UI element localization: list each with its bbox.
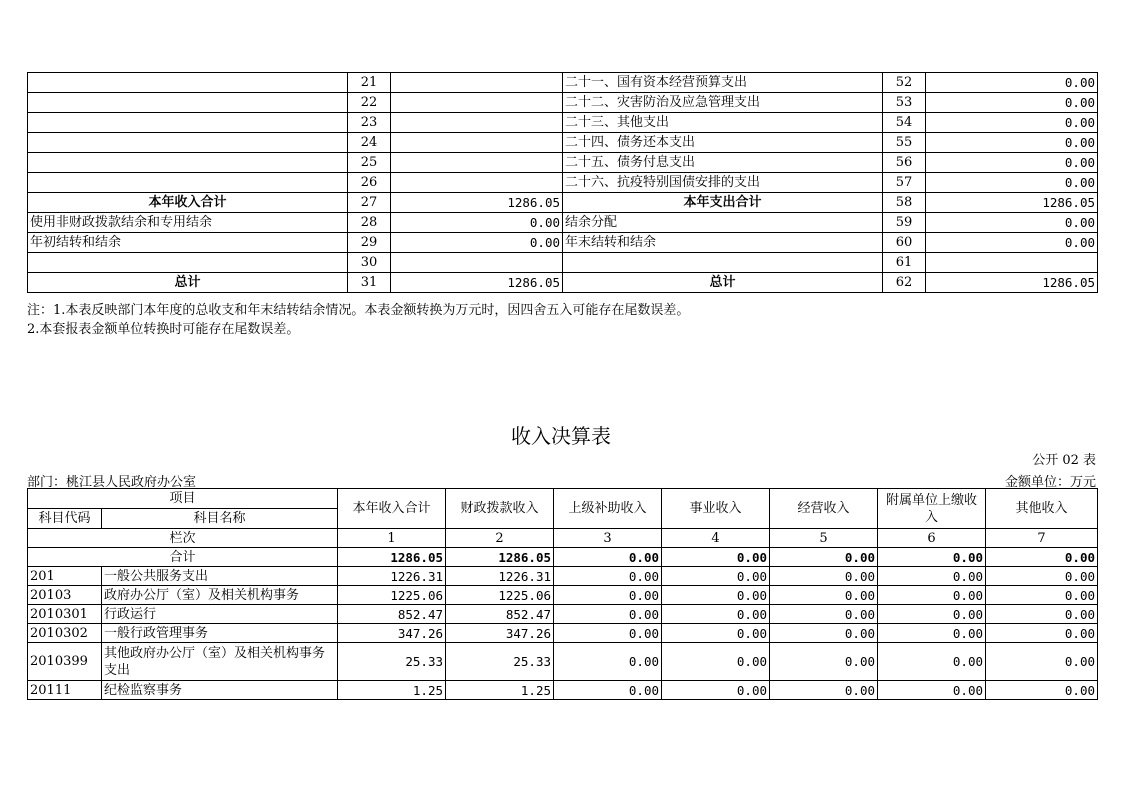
line-number: 56 bbox=[883, 153, 926, 173]
amount-cell: 1226.31 bbox=[446, 567, 554, 586]
line-number: 59 bbox=[883, 213, 926, 233]
amount-cell: 0.00 bbox=[986, 605, 1098, 624]
header-item: 项目 bbox=[28, 489, 338, 509]
table-row bbox=[28, 213, 1098, 233]
subject-name: 纪检监察事务 bbox=[102, 681, 338, 700]
column-number: 6 bbox=[878, 529, 986, 548]
expense-item-label: 年末结转和结余 bbox=[563, 233, 883, 253]
line-number: 30 bbox=[348, 253, 391, 273]
line-number: 21 bbox=[348, 73, 391, 93]
note-line-2: 2.本套报表金额单位转换时可能存在尾数误差。 bbox=[27, 322, 300, 337]
amount-cell: 347.26 bbox=[446, 624, 554, 643]
amount-cell: 347.26 bbox=[338, 624, 446, 643]
amount-cell: 0.00 bbox=[554, 567, 662, 586]
income-amount bbox=[391, 153, 563, 173]
line-number: 60 bbox=[883, 233, 926, 253]
income-amount bbox=[391, 253, 563, 273]
total-value: 0.00 bbox=[770, 548, 878, 567]
line-number: 62 bbox=[883, 273, 926, 293]
line-number: 23 bbox=[348, 113, 391, 133]
line-number: 52 bbox=[883, 73, 926, 93]
amount-cell: 0.00 bbox=[662, 586, 770, 605]
subject-code: 2010399 bbox=[28, 643, 102, 681]
grand-total-amount: 1286.05 bbox=[926, 273, 1098, 293]
line-number: 28 bbox=[348, 213, 391, 233]
header-subject-code: 科目代码 bbox=[28, 509, 102, 529]
income-amount bbox=[391, 113, 563, 133]
income-item-label: 使用非财政拨款结余和专用结余 bbox=[28, 213, 348, 233]
income-item-cell bbox=[28, 253, 348, 273]
line-number: 58 bbox=[883, 193, 926, 213]
income-final-accounts-table bbox=[27, 488, 1098, 700]
table-row bbox=[28, 153, 1098, 173]
header-fiscal-allocation: 财政拨款收入 bbox=[446, 489, 554, 529]
amount-cell: 0.00 bbox=[878, 605, 986, 624]
amount-cell: 0.00 bbox=[662, 681, 770, 700]
amount-cell: 1225.06 bbox=[338, 586, 446, 605]
amount-cell: 0.00 bbox=[770, 605, 878, 624]
line-number: 54 bbox=[883, 113, 926, 133]
amount-cell: 0.00 bbox=[878, 567, 986, 586]
column-number: 2 bbox=[446, 529, 554, 548]
table-row bbox=[28, 93, 1098, 113]
table-row bbox=[28, 567, 1098, 586]
grand-total-row bbox=[28, 273, 1098, 293]
table-row bbox=[28, 624, 1098, 643]
total-value: 0.00 bbox=[986, 548, 1098, 567]
expense-item-label: 结余分配 bbox=[563, 213, 883, 233]
amount-cell: 0.00 bbox=[662, 567, 770, 586]
expense-amount bbox=[926, 253, 1098, 273]
header-affiliated-income: 附属单位上缴收入 bbox=[878, 489, 986, 529]
amount-cell: 1.25 bbox=[446, 681, 554, 700]
header-superior-subsidy: 上级补助收入 bbox=[554, 489, 662, 529]
header-total-income: 本年收入合计 bbox=[338, 489, 446, 529]
amount-cell: 852.47 bbox=[338, 605, 446, 624]
table-row bbox=[28, 605, 1098, 624]
income-item-cell bbox=[28, 93, 348, 113]
header-business-income: 事业收入 bbox=[662, 489, 770, 529]
page-title: 收入决算表 bbox=[511, 424, 611, 448]
column-number: 3 bbox=[554, 529, 662, 548]
total-row bbox=[28, 548, 1098, 567]
table-row bbox=[28, 233, 1098, 253]
line-number: 55 bbox=[883, 133, 926, 153]
table-row bbox=[28, 113, 1098, 133]
table-code: 公开 02 表 bbox=[1032, 453, 1096, 468]
total-income-amount: 1286.05 bbox=[391, 193, 563, 213]
amount-cell: 0.00 bbox=[554, 586, 662, 605]
total-value: 1286.05 bbox=[446, 548, 554, 567]
total-expense-amount: 1286.05 bbox=[926, 193, 1098, 213]
amount-cell: 0.00 bbox=[554, 624, 662, 643]
header-operating-income: 经营收入 bbox=[770, 489, 878, 529]
expense-amount: 0.00 bbox=[926, 173, 1098, 193]
column-number: 1 bbox=[338, 529, 446, 548]
expense-item-label: 二十三、其他支出 bbox=[563, 113, 883, 133]
income-item-cell bbox=[28, 73, 348, 93]
grand-total-amount: 1286.05 bbox=[391, 273, 563, 293]
amount-cell: 25.33 bbox=[338, 643, 446, 681]
total-label: 合计 bbox=[28, 548, 338, 567]
grand-total-label: 总计 bbox=[28, 273, 348, 293]
line-number: 22 bbox=[348, 93, 391, 113]
amount-cell: 0.00 bbox=[554, 605, 662, 624]
income-amount bbox=[391, 93, 563, 113]
income-item-cell bbox=[28, 133, 348, 153]
total-value: 0.00 bbox=[878, 548, 986, 567]
subject-code: 20103 bbox=[28, 586, 102, 605]
line-number: 61 bbox=[883, 253, 926, 273]
amount-cell: 0.00 bbox=[770, 567, 878, 586]
header-column-index: 栏次 bbox=[28, 529, 338, 548]
amount-cell: 0.00 bbox=[878, 624, 986, 643]
table-row bbox=[28, 643, 1098, 681]
expense-item-label: 二十二、灾害防治及应急管理支出 bbox=[563, 93, 883, 113]
column-number: 4 bbox=[662, 529, 770, 548]
amount-cell: 0.00 bbox=[662, 624, 770, 643]
amount-cell: 0.00 bbox=[986, 681, 1098, 700]
column-number: 5 bbox=[770, 529, 878, 548]
expense-amount: 0.00 bbox=[926, 113, 1098, 133]
total-value: 0.00 bbox=[554, 548, 662, 567]
line-number: 25 bbox=[348, 153, 391, 173]
table-row bbox=[28, 133, 1098, 153]
table-row bbox=[28, 586, 1098, 605]
line-number: 57 bbox=[883, 173, 926, 193]
amount-cell: 0.00 bbox=[986, 567, 1098, 586]
amount-cell: 0.00 bbox=[662, 605, 770, 624]
table-row bbox=[28, 253, 1098, 273]
expense-amount: 0.00 bbox=[926, 153, 1098, 173]
line-number: 31 bbox=[348, 273, 391, 293]
line-number: 29 bbox=[348, 233, 391, 253]
line-number: 24 bbox=[348, 133, 391, 153]
expense-amount: 0.00 bbox=[926, 133, 1098, 153]
expense-item-label: 二十五、债务付息支出 bbox=[563, 153, 883, 173]
expense-item-label: 二十四、债务还本支出 bbox=[563, 133, 883, 153]
amount-cell: 1225.06 bbox=[446, 586, 554, 605]
line-number: 26 bbox=[348, 173, 391, 193]
expense-amount: 0.00 bbox=[926, 213, 1098, 233]
expense-amount: 0.00 bbox=[926, 93, 1098, 113]
income-amount: 0.00 bbox=[391, 233, 563, 253]
amount-cell: 0.00 bbox=[770, 643, 878, 681]
income-item-cell bbox=[28, 113, 348, 133]
income-amount bbox=[391, 173, 563, 193]
expense-item-label: 二十六、抗疫特别国债安排的支出 bbox=[563, 173, 883, 193]
header-other-income: 其他收入 bbox=[986, 489, 1098, 529]
amount-cell: 1226.31 bbox=[338, 567, 446, 586]
grand-total-label: 总计 bbox=[563, 273, 883, 293]
table-row bbox=[28, 681, 1098, 700]
amount-cell: 0.00 bbox=[770, 624, 878, 643]
subject-code: 2010302 bbox=[28, 624, 102, 643]
amount-cell: 0.00 bbox=[770, 681, 878, 700]
total-expense-label: 本年支出合计 bbox=[563, 193, 883, 213]
subject-code: 20111 bbox=[28, 681, 102, 700]
line-number: 53 bbox=[883, 93, 926, 113]
total-value: 0.00 bbox=[662, 548, 770, 567]
subject-name: 政府办公厅（室）及相关机构事务 bbox=[102, 586, 338, 605]
header-subject-name: 科目名称 bbox=[102, 509, 338, 529]
subject-code: 201 bbox=[28, 567, 102, 586]
income-expense-summary-table bbox=[27, 72, 1098, 293]
amount-cell: 0.00 bbox=[878, 681, 986, 700]
subject-name: 行政运行 bbox=[102, 605, 338, 624]
amount-cell: 0.00 bbox=[554, 643, 662, 681]
amount-cell: 0.00 bbox=[662, 643, 770, 681]
amount-cell: 0.00 bbox=[554, 681, 662, 700]
expense-item-label: 二十一、国有资本经营预算支出 bbox=[563, 73, 883, 93]
column-number: 7 bbox=[986, 529, 1098, 548]
table-row bbox=[28, 193, 1098, 213]
amount-cell: 0.00 bbox=[770, 586, 878, 605]
income-item-label: 年初结转和结余 bbox=[28, 233, 348, 253]
note-line-1: 注：1.本表反映部门本年度的总收支和年末结转结余情况。本表金额转换为万元时，因四舍五入可能存在尾数误差。 bbox=[27, 303, 690, 318]
subject-name: 其他政府办公厅（室）及相关机构事务支出 bbox=[102, 643, 338, 681]
table-row bbox=[28, 73, 1098, 93]
total-income-label: 本年收入合计 bbox=[28, 193, 348, 213]
amount-unit-label: 金额单位：万元 bbox=[1004, 475, 1096, 490]
line-number: 27 bbox=[348, 193, 391, 213]
income-amount: 0.00 bbox=[391, 213, 563, 233]
amount-cell: 0.00 bbox=[878, 586, 986, 605]
income-amount bbox=[391, 73, 563, 93]
amount-cell: 0.00 bbox=[878, 643, 986, 681]
expense-amount: 0.00 bbox=[926, 73, 1098, 93]
amount-cell: 0.00 bbox=[986, 643, 1098, 681]
department-label: 部门：桃江县人民政府办公室 bbox=[27, 475, 197, 490]
expense-item-cell bbox=[563, 253, 883, 273]
total-value: 1286.05 bbox=[338, 548, 446, 567]
amount-cell: 25.33 bbox=[446, 643, 554, 681]
income-item-cell bbox=[28, 153, 348, 173]
amount-cell: 0.00 bbox=[986, 624, 1098, 643]
amount-cell: 0.00 bbox=[986, 586, 1098, 605]
subject-name: 一般公共服务支出 bbox=[102, 567, 338, 586]
subject-code: 2010301 bbox=[28, 605, 102, 624]
expense-amount: 0.00 bbox=[926, 233, 1098, 253]
income-amount bbox=[391, 133, 563, 153]
subject-name: 一般行政管理事务 bbox=[102, 624, 338, 643]
amount-cell: 852.47 bbox=[446, 605, 554, 624]
table-row bbox=[28, 173, 1098, 193]
income-item-cell bbox=[28, 173, 348, 193]
amount-cell: 1.25 bbox=[338, 681, 446, 700]
